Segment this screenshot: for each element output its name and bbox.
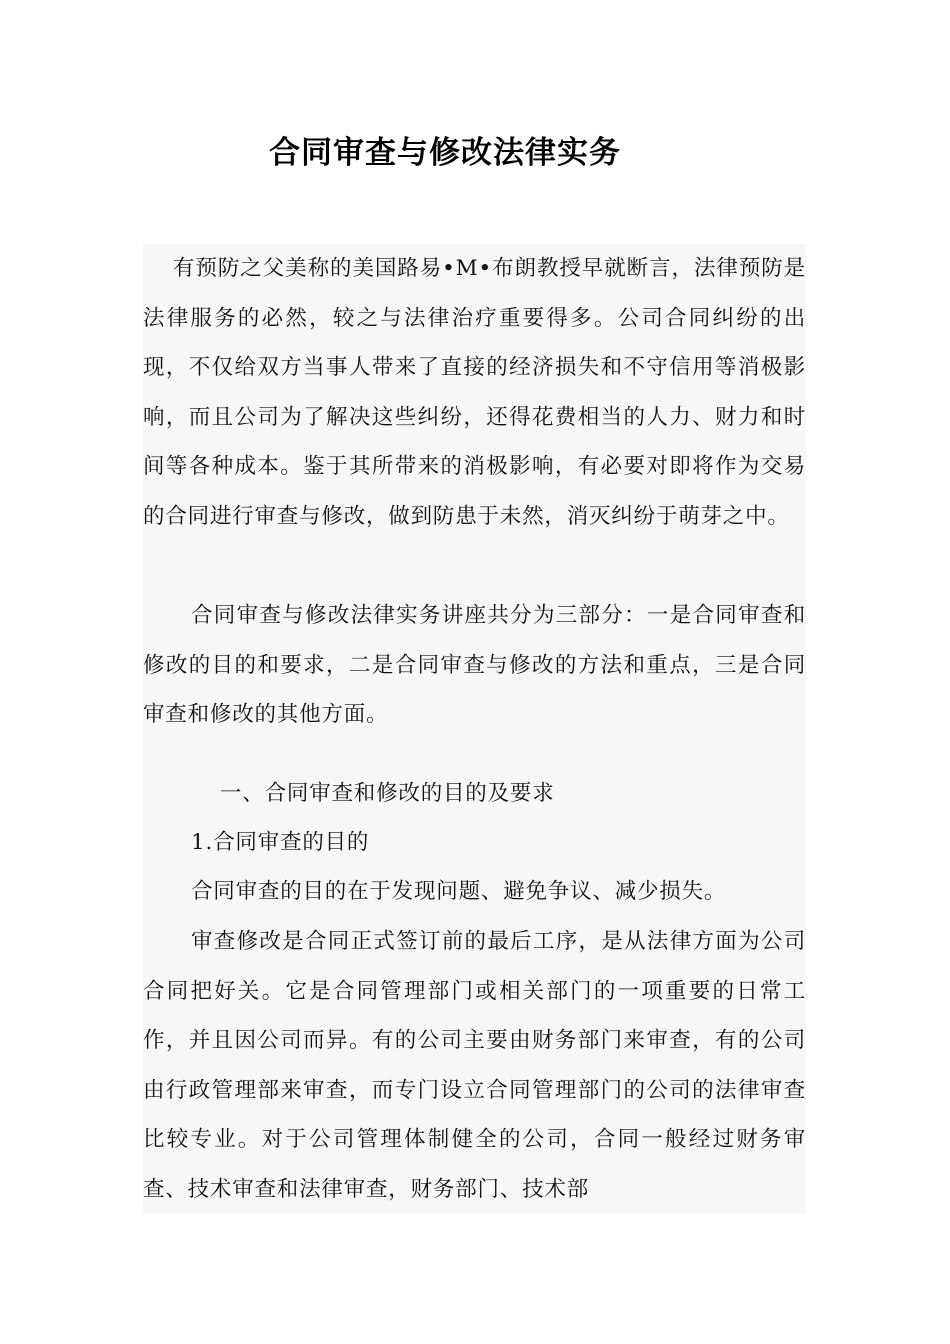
subsection-heading: 1.合同审查的目的 — [191, 830, 370, 855]
review-paragraph: 审查修改是合同正式签订前的最后工序，是从法律方面为公司合同把好关。它是合同管理部门或相关部门的一项重要的日常工作，并且因公司而异。有的公司主要由财务部门来审查，有的公司由行政管理部来审查，而专门设立合同管理部门的公司的法律审查比较专业。对于公司管理体制健全的公司，合同一般经过财务审查、技术审查和法律审查，财务部门、技术部 — [143, 929, 806, 1202]
document-title: 合同审查与修改法律实务 — [269, 135, 621, 171]
intro-paragraph: 有预防之父美称的美国路易•M•布朗教授早就断言，法律预防是法律服务的必然，较之与法律治疗重要得多。公司合同纠纷的出现，不仅给双方当事人带来了直接的经济损失和不守信用等消极影响，而且公司为了解决这些纠纷，还得花费相当的人力、财力和时间等各种成本。鉴于其所带来的消极影响，有必要对即将作为交易的合同进行审查与修改，做到防患于未然，消灭纠纷于萌芽之中。 — [143, 256, 806, 529]
overview-paragraph: 合同审查与修改法律实务讲座共分为三部分：一是合同审查和修改的目的和要求，二是合同审查与修改的方法和重点，三是合同审查和修改的其他方面。 — [143, 603, 806, 727]
purpose-paragraph: 合同审查的目的在于发现问题、避免争议、减少损失。 — [191, 879, 727, 904]
document-body — [143, 244, 806, 1214]
section-heading: 一、合同审查和修改的目的及要求 — [220, 781, 555, 806]
